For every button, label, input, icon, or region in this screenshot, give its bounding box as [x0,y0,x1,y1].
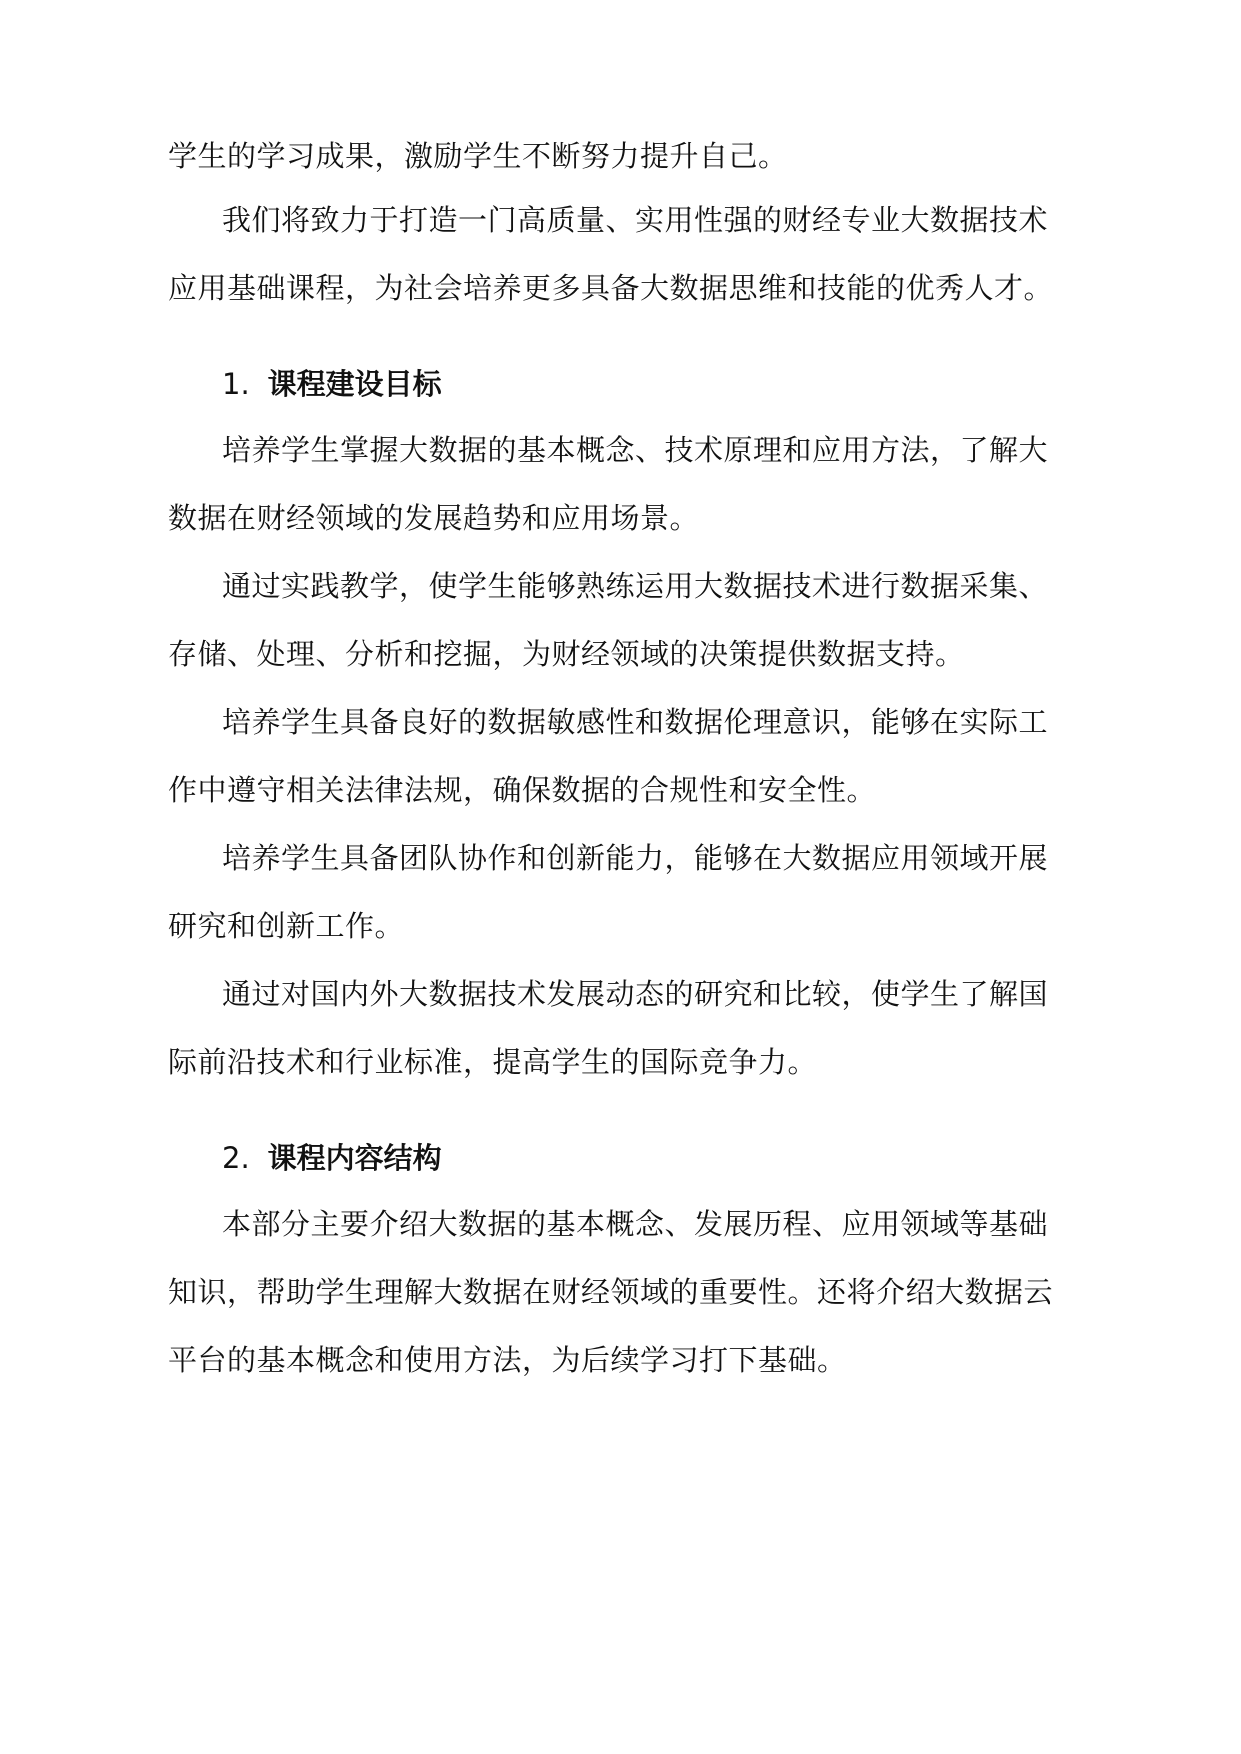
section-number: 1. [222,367,250,401]
paragraph-line: 研究和创新工作。 [168,909,405,943]
paragraph-line: 本部分主要介绍大数据的基本概念、发展历程、应用领域等基础 [222,1207,1049,1241]
paragraph-line: 数据在财经领域的发展趋势和应用场景。 [168,501,700,535]
paragraph-line: 学生的学习成果，激励学生不断努力提升自己。 [168,139,788,173]
paragraph-line: 培养学生具备良好的数据敏感性和数据伦理意识，能够在实际工 [222,705,1049,739]
paragraph-line: 通过实践教学，使学生能够熟练运用大数据技术进行数据采集、 [222,569,1049,603]
paragraph-line: 知识，帮助学生理解大数据在财经领域的重要性。还将介绍大数据云 [168,1275,1054,1309]
paragraph-line: 通过对国内外大数据技术发展动态的研究和比较，使学生了解国 [222,977,1049,1011]
paragraph-line: 应用基础课程，为社会培养更多具备大数据思维和技能的优秀人才。 [168,271,1054,305]
paragraph-line: 际前沿技术和行业标准，提高学生的国际竞争力。 [168,1045,818,1079]
paragraph-line: 我们将致力于打造一门高质量、实用性强的财经专业大数据技术 [222,203,1049,237]
section-number: 2. [222,1141,250,1175]
section-heading [164,1136,442,1180]
paragraph-line: 作中遵守相关法律法规，确保数据的合规性和安全性。 [168,773,877,807]
paragraph-line: 平台的基本概念和使用方法，为后续学习打下基础。 [168,1343,847,1377]
paragraph-line: 存储、处理、分析和挖掘，为财经领域的决策提供数据支持。 [168,637,965,671]
section-title: 课程内容结构 [267,1141,442,1175]
paragraph-line: 培养学生具备团队协作和创新能力，能够在大数据应用领域开展 [222,841,1049,875]
paragraph-line: 培养学生掌握大数据的基本概念、技术原理和应用方法，了解大 [222,433,1049,467]
section-heading [164,362,442,406]
section-title: 课程建设目标 [267,367,442,401]
